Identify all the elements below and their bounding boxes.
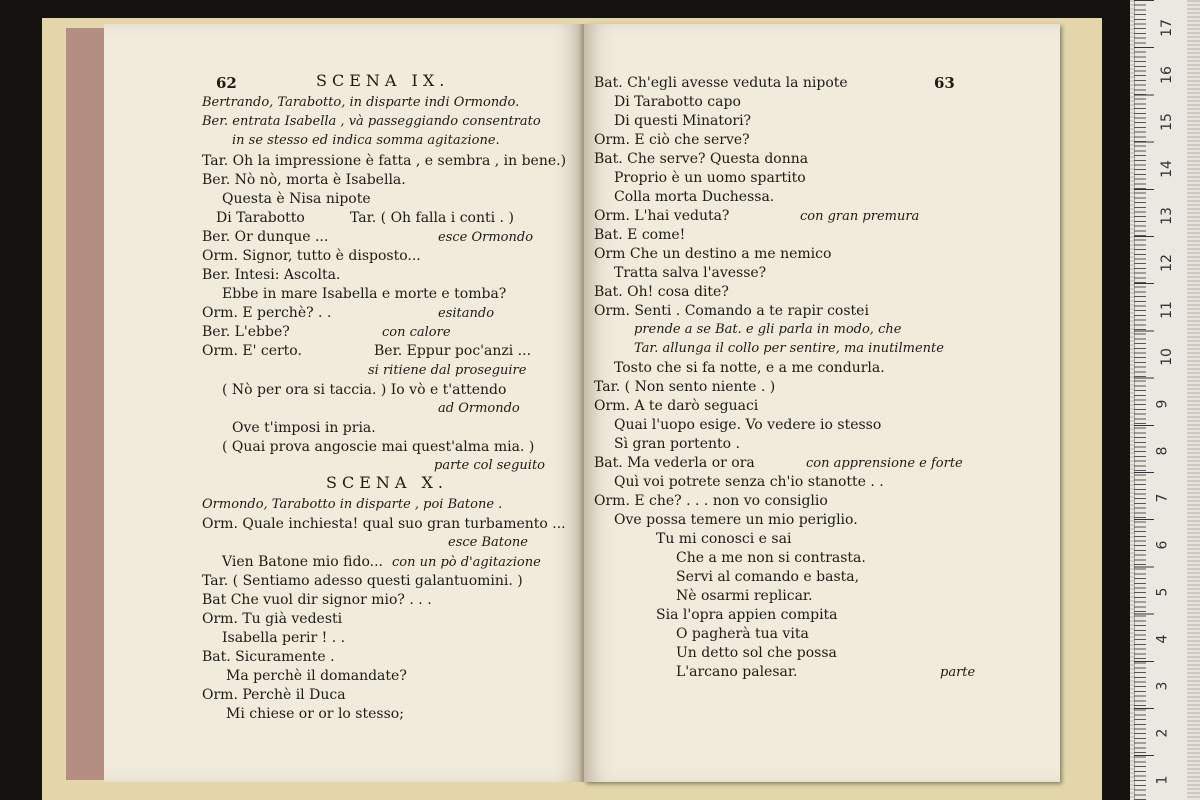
text-line: Orm. E perchè? . . <box>202 305 332 321</box>
text-line: Ma perchè il domandate? <box>226 668 407 684</box>
text-line: Ove t'imposi in pria. <box>232 420 376 436</box>
text-line: Vien Batone mio fido... <box>222 554 383 570</box>
ruler-number: 9 <box>1154 399 1171 409</box>
stage-direction: con gran premura <box>800 209 920 224</box>
text-line: Ber. Nò nò, morta è Isabella. <box>202 172 406 188</box>
text-line: Nè osarmi replicar. <box>676 588 813 604</box>
ruler-number: 7 <box>1154 493 1171 503</box>
text-line: Un detto sol che possa <box>676 645 837 661</box>
stage-direction: esce Ormondo <box>438 230 534 245</box>
page-number: 62 <box>216 74 237 92</box>
ruler-number: 11 <box>1158 301 1175 319</box>
text-line: Di Tarabotto <box>216 210 305 226</box>
stage-direction: esce Batone <box>448 535 528 550</box>
text-line: Bat. Ch'egli avesse veduta la nipote <box>594 75 848 91</box>
stage-direction: si ritiene dal proseguire <box>368 363 527 378</box>
ruler-number: 13 <box>1158 207 1175 225</box>
ruler-major-ticks <box>1134 0 1154 800</box>
text-line: Quì voi potrete senza ch'io stanotte . . <box>614 474 884 490</box>
ruler-number: 2 <box>1154 728 1171 738</box>
text-line: Questa è Nisa nipote <box>222 191 371 207</box>
ruler-number: 12 <box>1158 254 1175 272</box>
stage-direction: parte <box>940 665 976 680</box>
text-line: Ber. L'ebbe? <box>202 324 290 340</box>
stage-direction: parte col seguito <box>434 458 546 473</box>
text-line: Orm. Senti . Comando a te rapir costei <box>594 303 869 319</box>
text-line: Orm. A te darò seguaci <box>594 398 759 414</box>
ruler-number: 8 <box>1154 446 1171 456</box>
text-line: Tu mi conosci e sai <box>656 531 792 547</box>
text-line: Di Tarabotto capo <box>614 94 741 110</box>
stage-direction: con apprensione e forte <box>806 456 963 471</box>
text-line: Bertrando, Tarabotto, in disparte indi Ormondo. <box>202 95 520 110</box>
text-line: Isabella perir ! . . <box>222 630 346 646</box>
text-line: Orm. Tu già vedesti <box>202 611 343 627</box>
left-page <box>104 24 582 782</box>
text-line: Bat. Oh! cosa dite? <box>594 284 729 300</box>
ruler-number: 16 <box>1158 66 1175 84</box>
text-line: Bat. Che serve? Questa donna <box>594 151 809 167</box>
text-line: Tar. ( Oh falla i conti . ) <box>350 210 514 226</box>
text-line: Orm. Signor, tutto è disposto... <box>202 248 421 264</box>
text-line: Ber. Eppur poc'anzi ... <box>374 343 532 359</box>
ruler-number: 15 <box>1158 113 1175 131</box>
ruler-number: 10 <box>1158 348 1175 366</box>
ruler-number: 5 <box>1154 587 1171 597</box>
text-line: Bat. Sicuramente . <box>202 649 335 665</box>
text-line: Orm. Perchè il Duca <box>202 687 346 703</box>
text-line: Che a me non si contrasta. <box>676 550 866 566</box>
text-line: Proprio è un uomo spartito <box>614 170 806 186</box>
text-line: Ebbe in mare Isabella e morte e tomba? <box>222 286 507 302</box>
text-line: Ber. Intesi: Ascolta. <box>202 267 341 283</box>
text-line: Orm. E' certo. <box>202 343 302 359</box>
text-line: Orm. Quale inchiesta! qual suo gran turbamento ... <box>202 516 566 532</box>
right-page <box>584 24 1060 782</box>
text-line: ( Nò per ora si taccia. ) Io vò e t'attendo <box>222 382 507 398</box>
page-number: 63 <box>934 74 955 92</box>
text-line: Bat. Ma vederla or ora <box>594 455 755 471</box>
stage-direction: prende a se Bat. e gli parla in modo, che <box>634 322 902 337</box>
ruler-number: 6 <box>1154 540 1171 550</box>
text-line: Orm. L'hai veduta? <box>594 208 730 224</box>
text-line: Tar. ( Non sento niente . ) <box>594 379 776 395</box>
text-line: Tar. ( Sentiamo adesso questi galantuomini. ) <box>202 573 523 589</box>
text-line: Orm. E che? . . . non vo consiglio <box>594 493 828 509</box>
text-line: Ormondo, Tarabotto in disparte , poi Batone . <box>202 497 503 512</box>
text-line: Bat Che vuol dir signor mio? . . . <box>202 592 432 608</box>
ruler-number: 14 <box>1158 160 1175 178</box>
text-line: in se stesso ed indica somma agitazione. <box>232 133 500 148</box>
text-line: Tratta salva l'avesse? <box>614 265 767 281</box>
stage-direction: ad Ormondo <box>438 401 520 416</box>
stage-direction: con calore <box>382 325 451 340</box>
text-line: Ber. Or dunque ... <box>202 229 329 245</box>
text-line: Orm. E ciò che serve? <box>594 132 750 148</box>
ruler-number: 3 <box>1154 681 1171 691</box>
text-line: Ove possa temere un mio periglio. <box>614 512 858 528</box>
text-line: Mi chiese or or lo stesso; <box>226 706 404 722</box>
text-line: Bat. E come! <box>594 227 686 243</box>
scene-heading: SCENA X. <box>326 473 448 492</box>
text-line: ( Quai prova angoscie mai quest'alma mia. ) <box>222 439 535 455</box>
text-line: Colla morta Duchessa. <box>614 189 775 205</box>
text-line: Orm Che un destino a me nemico <box>594 246 832 262</box>
text-line: Quai l'uopo esige. Vo vedere io stesso <box>614 417 882 433</box>
text-line: Tosto che si fa notte, e a me condurla. <box>614 360 885 376</box>
ruler-number: 1 <box>1154 775 1171 785</box>
ruler-number: 17 <box>1158 19 1175 37</box>
stage-direction: Tar. allunga il collo per sentire, ma inutilmente <box>634 341 944 356</box>
scene-heading: SCENA IX. <box>316 71 450 90</box>
stage-direction: con un pò d'agitazione <box>392 555 541 570</box>
text-line: Servi al comando e basta, <box>676 569 860 585</box>
text-line: Tar. Oh la impressione è fatta , e sembra , in bene.) <box>202 153 567 169</box>
stage-direction: esitando <box>438 306 495 321</box>
text-line: Sia l'opra appien compita <box>656 607 838 623</box>
ruler-number: 4 <box>1154 634 1171 644</box>
text-line: L'arcano palesar. <box>676 664 798 680</box>
text-line: Ber. entrata Isabella , và passeggiando consentrato <box>202 114 541 129</box>
text-line: Di questi Minatori? <box>614 113 752 129</box>
text-line: Sì gran portento . <box>614 436 740 452</box>
text-line: O pagherà tua vita <box>676 626 809 642</box>
